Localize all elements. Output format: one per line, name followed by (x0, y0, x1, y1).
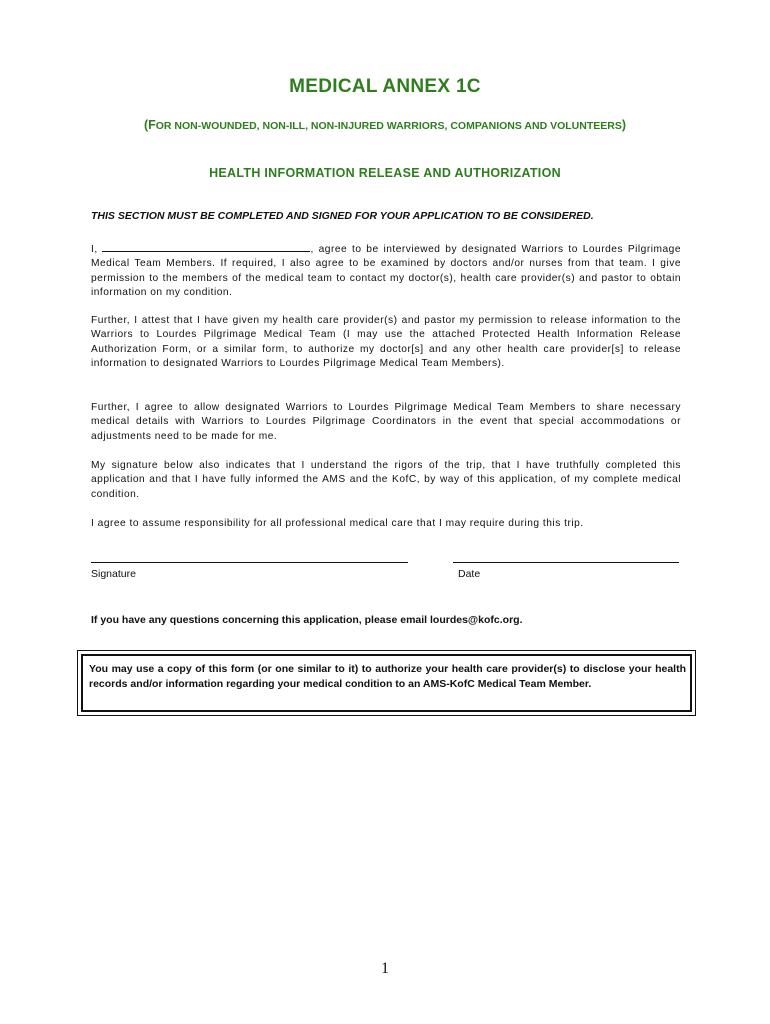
name-blank-line[interactable] (102, 241, 310, 252)
subtitle-close: ) (621, 118, 627, 132)
document-title: MEDICAL ANNEX 1C (289, 76, 481, 97)
instruction-text: THIS SECTION MUST BE COMPLETED AND SIGNED FOR YOUR APPLICATION TO BE CONSIDERED. (91, 210, 594, 222)
signature-label: Signature (91, 568, 136, 580)
paragraph-signature-statement: My signature below also indicates that I understand the rigors of the trip, that I have truthfully completed this application and that I have fully informed the AMS and the KofC, by way of this application, of my complete medical condition. (91, 460, 681, 500)
notice-box (77, 650, 696, 716)
paragraph-agreement (91, 241, 681, 300)
date-label: Date (458, 568, 481, 580)
document-subtitle (0, 118, 770, 132)
paragraph-agreement-text: , agree to be interviewed by designated Warriors to Lourdes Pilgrimage Medical Team Members. If required, I also agree to be examined by doctors and/or nurses from that team. I give permission to the members of the medical team to contact my doctor(s), health care provider(s) and pastor to obtain information on my condition. (91, 244, 681, 298)
subtitle-lead: (F (143, 118, 156, 132)
section-title: HEALTH INFORMATION RELEASE AND AUTHORIZATION (209, 166, 561, 180)
contact-questions: If you have any questions concerning this application, please email lourdes@kofc.org. (91, 614, 523, 626)
subtitle-text: OR NON-WOUNDED, NON-ILL, NON-INJURED WARRIORS, COMPANIONS AND VOLUNTEERS (155, 120, 622, 132)
date-line[interactable] (453, 562, 679, 563)
paragraph-prefix: I, (91, 244, 98, 255)
paragraph-responsibility: I agree to assume responsibility for all professional medical care that I may require during this trip. (91, 518, 584, 529)
paragraph-sharing: Further, I agree to allow designated Warriors to Lourdes Pilgrimage Medical Team Members to share necessary medical details with Warriors to Lourdes Pilgrimage Coordinators in the event that special accommodations or adjustments need to be made for me. (91, 402, 681, 442)
paragraph-attestation: Further, I attest that I have given my health care provider(s) and pastor my permission to release information to the Warriors to Lourdes Pilgrimage Medical Team (I may use the attached Protected Health Information Release Authorization Form, or a similar form, to authorize my doctor[s] and any other health care provider[s] to release information to designated Warriors to Lourdes Pilgrimage Medical Team Members). (91, 315, 681, 369)
page-number: 1 (381, 960, 389, 977)
notice-text: You may use a copy of this form (or one similar to it) to authorize your health care provider(s) to disclose your health records and/or information regarding your medical condition to an AMS-KofC Medical Team Member. (81, 654, 692, 712)
signature-line[interactable] (91, 562, 408, 563)
